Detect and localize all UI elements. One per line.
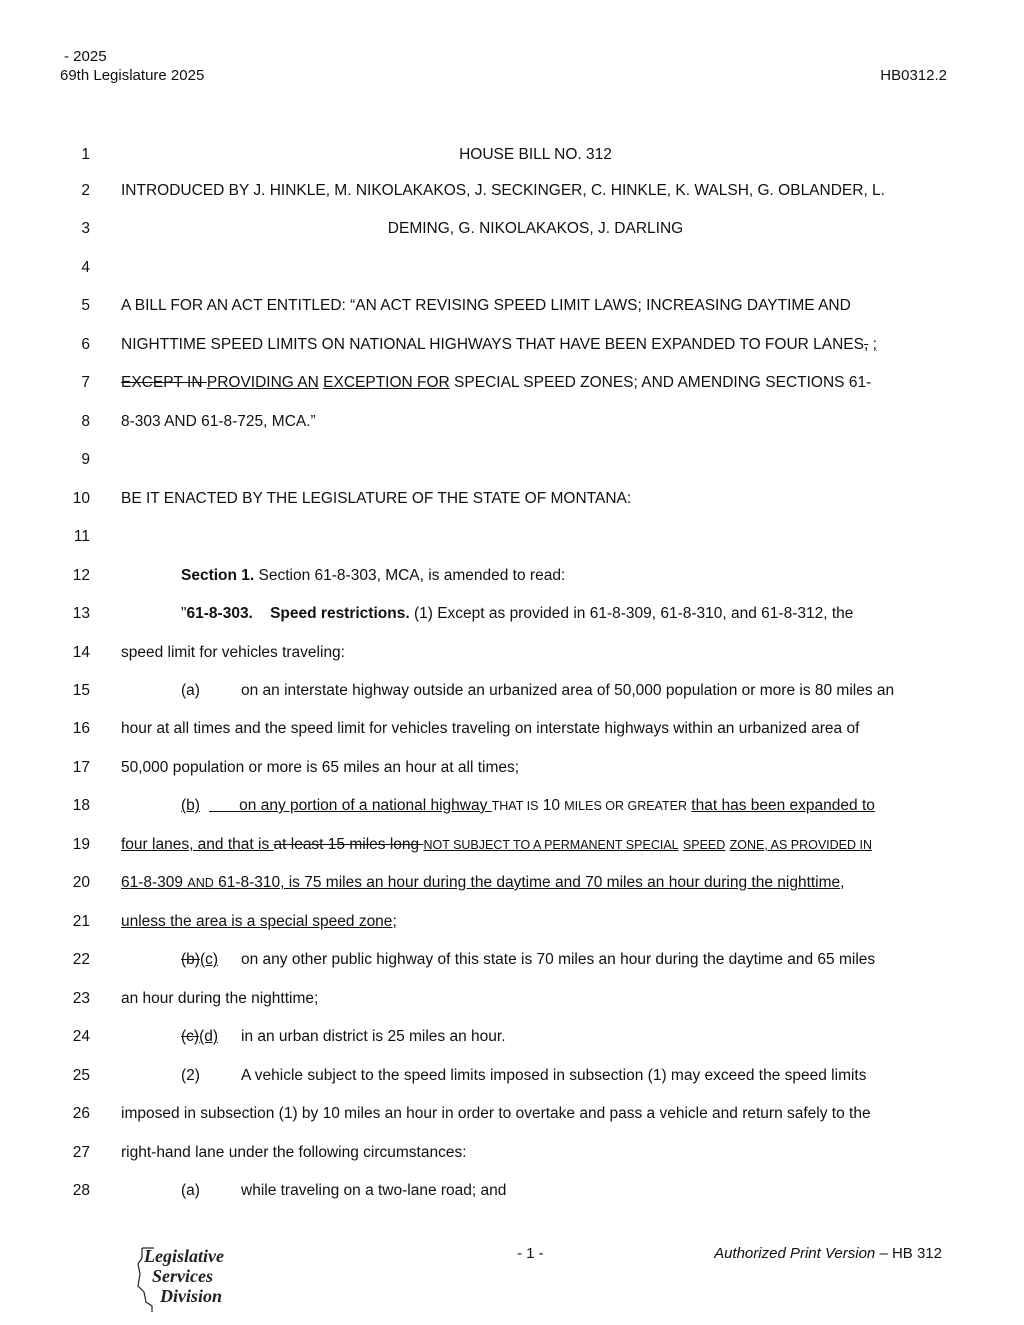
enacting-clause: BE IT ENACTED BY THE LEGISLATURE OF THE STATE OF MONTANA: <box>121 490 632 507</box>
struck-text: at least 15 miles long <box>273 836 424 853</box>
statute-text: speed limit for vehicles traveling: <box>121 644 345 661</box>
bill-line-7 <box>0 374 1024 398</box>
bill-line-9 <box>0 451 1024 475</box>
bill-title: HOUSE BILL NO. 312 <box>459 146 612 163</box>
bill-line-25 <box>0 1067 1024 1091</box>
statute-text <box>121 913 950 931</box>
inserted-text: ; <box>872 336 877 353</box>
line-number: 18 <box>72 797 90 814</box>
subsection-label: (a) <box>181 1182 200 1199</box>
line-number: 6 <box>81 336 90 353</box>
session-top: - 2025 <box>64 48 107 65</box>
line-number: 10 <box>72 490 90 507</box>
line-number: 27 <box>72 1144 90 1161</box>
act-title-text: A BILL FOR AN ACT ENTITLED: “AN ACT REVISING SPEED LIMIT LAWS; INCREASING DAYTIME AND <box>121 297 851 314</box>
authorized-version: Authorized Print Version – HB 312 <box>714 1245 942 1262</box>
bill-line-28 <box>0 1182 1024 1206</box>
bill-line-17 <box>0 759 1024 783</box>
line-number: 23 <box>72 990 90 1007</box>
statute-text: 61-8-309 AND 61-8-310, is 75 miles an hour during the daytime and 70 miles an hour during the nighttime, <box>121 874 845 891</box>
statute-text: 50,000 population or more is 65 miles an hour at all times; <box>121 759 520 776</box>
act-title-text: EXCEPT IN PROVIDING AN EXCEPTION FOR SPECIAL SPEED ZONES; AND AMENDING SECTIONS 61- <box>121 374 872 391</box>
act-title-text: NIGHTTIME SPEED LIMITS ON NATIONAL HIGHWAYS THAT HAVE BEEN EXPANDED TO FOUR LANES, ; <box>121 336 877 353</box>
subsection-label: (c)(d) <box>181 1028 219 1045</box>
bill-line-12 <box>0 567 1024 591</box>
inserted-text: PROVIDING AN <box>206 374 319 391</box>
line-number: 25 <box>72 1067 90 1084</box>
bill-line-3 <box>0 220 1024 244</box>
bill-line-22 <box>0 951 1024 975</box>
line-number: 4 <box>81 259 90 276</box>
statute-text: on an interstate highway outside an urbanized area of 50,000 population or more is 80 miles an <box>241 682 895 699</box>
legislative-services-logo <box>132 1244 262 1314</box>
struck-text: , <box>840 874 845 891</box>
bill-line-13 <box>0 605 1024 629</box>
bill-line-10 <box>0 490 1024 514</box>
inserted-text: EXCEPTION FOR <box>323 374 450 391</box>
struck-text: EXCEPT IN <box>121 374 207 391</box>
line-number: 7 <box>81 374 90 391</box>
line-number: 14 <box>72 644 90 661</box>
line-number: 9 <box>81 451 90 468</box>
bill-line-5 <box>0 297 1024 321</box>
bill-line-18 <box>0 797 1024 821</box>
subsection-label: (a) <box>181 682 200 699</box>
line-number: 26 <box>72 1105 90 1122</box>
line-number: 21 <box>72 913 90 930</box>
bill-line-8 <box>0 413 1024 437</box>
line-number: 17 <box>72 759 90 776</box>
struck-text: unless the area is a special speed zone <box>121 913 393 930</box>
line-number: 5 <box>81 297 90 314</box>
line-number: 1 <box>81 146 90 163</box>
line-number: 22 <box>72 951 90 968</box>
line-number: 20 <box>72 874 90 891</box>
statute-text: hour at all times and the speed limit for vehicles traveling on interstate highways within an urbanized area of <box>121 720 860 737</box>
bill-line-4 <box>0 259 1024 283</box>
bill-code: HB0312.2 <box>880 67 947 84</box>
bill-line-11 <box>0 528 1024 552</box>
bill-line-14 <box>0 644 1024 668</box>
logo-text: Division <box>160 1286 223 1306</box>
session-label: 69th Legislature 2025 <box>60 67 205 84</box>
statute-text: on any other public highway of this state is 70 miles an hour during the daytime and 65 miles <box>241 951 876 968</box>
statute-text: A vehicle subject to the speed limits imposed in subsection (1) may exceed the speed limits <box>241 1067 867 1084</box>
statute-heading: "61-8-303. Speed restrictions. (1) Except as provided in 61-8-309, 61-8-310, and 61-8-312, the <box>181 605 854 622</box>
line-number: 2 <box>81 182 90 199</box>
statute-text: an hour during the nighttime; <box>121 990 319 1007</box>
bill-line-6 <box>0 336 1024 360</box>
line-number: 15 <box>72 682 90 699</box>
subsection-label: (b)(c) <box>181 951 219 968</box>
page-number: - 1 - <box>517 1245 544 1262</box>
line-number: 3 <box>81 220 90 237</box>
line-number: 12 <box>72 567 90 584</box>
bill-line-1 <box>0 146 1024 170</box>
line-number: 11 <box>73 528 90 545</box>
inserted-text: ; <box>392 913 397 930</box>
subsection-label: (b) <box>181 797 200 814</box>
statute-text: in an urban district is 25 miles an hour. <box>241 1028 506 1045</box>
logo-text: Services <box>152 1266 213 1286</box>
bill-line-15 <box>0 682 1024 706</box>
bill-line-24 <box>0 1028 1024 1052</box>
statute-text: on any portion of a national highway THAT IS 10 MILES OR GREATER that has been expanded to <box>239 797 875 814</box>
line-number: 8 <box>81 413 90 430</box>
act-title-text: 8-303 AND 61-8-725, MCA.” <box>121 413 316 430</box>
subsection-label: (2) <box>181 1067 200 1084</box>
sponsors-line-1: INTRODUCED BY J. HINKLE, M. NIKOLAKAKOS, J. SECKINGER, C. HINKLE, K. WALSH, G. OBLANDER, L. <box>121 182 885 199</box>
sponsors-line-2: DEMING, G. NIKOLAKAKOS, J. DARLING <box>387 220 684 237</box>
statute-text: four lanes, and that is at least 15 miles long NOT SUBJECT TO A PERMANENT SPECIAL SPEED ZONE, AS PROVIDED IN <box>121 836 873 853</box>
bill-line-21 <box>0 913 1024 937</box>
bill-line-2 <box>0 182 1024 206</box>
line-number: 19 <box>72 836 90 853</box>
logo-text: Legislative <box>144 1246 224 1266</box>
bill-line-23 <box>0 990 1024 1014</box>
bill-line-27 <box>0 1144 1024 1168</box>
bill-line-26 <box>0 1105 1024 1129</box>
section-heading: Section 1. Section 61-8-303, MCA, is amended to read: <box>181 567 566 584</box>
bill-line-20 <box>0 874 1024 898</box>
statute-text: right-hand lane under the following circumstances: <box>121 1144 467 1161</box>
bill-line-16 <box>0 720 1024 744</box>
line-number: 28 <box>72 1182 90 1199</box>
line-number: 24 <box>72 1028 90 1045</box>
line-number: 16 <box>72 720 90 737</box>
statute-text: imposed in subsection (1) by 10 miles an hour in order to overtake and pass a vehicle and return safely to the <box>121 1105 871 1122</box>
struck-text: , <box>863 336 869 353</box>
line-number: 13 <box>72 605 90 622</box>
statute-text: while traveling on a two-lane road; and <box>241 1182 507 1199</box>
bill-line-19 <box>0 836 1024 860</box>
